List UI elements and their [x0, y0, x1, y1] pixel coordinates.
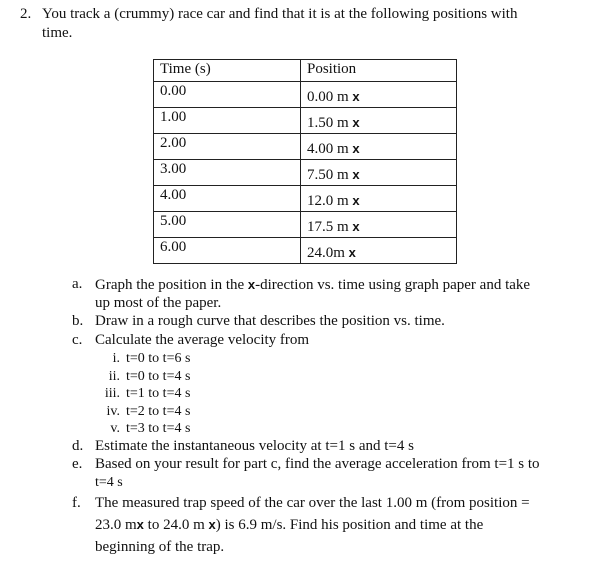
table-row	[154, 212, 457, 238]
table-header-row	[154, 60, 457, 82]
part-f: f. The measured trap speed of the car over the last 1.00 m (from position = 23.0 mx to 24.0 m x) is 6.9 m/s. Find his position and time at the beginning of the trap.	[72, 492, 587, 558]
position-time-table	[153, 59, 457, 264]
list-item: ii. t=0 to t=4 s	[108, 368, 191, 384]
part-d	[72, 438, 587, 456]
part-label: d.	[72, 437, 84, 454]
time-cell: 0.00	[154, 82, 301, 108]
part-text: Draw in a rough curve that describes the position vs. time.	[95, 313, 445, 329]
table-row	[154, 186, 457, 212]
table-row	[154, 160, 457, 186]
time-cell: 6.00	[154, 238, 301, 264]
position-cell: 0.00 m x	[301, 82, 457, 108]
sub-questions	[72, 276, 587, 559]
problem-statement	[20, 5, 595, 43]
problem-number: 2.	[20, 6, 32, 22]
part-b	[72, 313, 587, 331]
table-row	[154, 134, 457, 160]
position-cell: 7.50 m x	[301, 160, 457, 186]
time-cell: 3.00	[154, 160, 301, 186]
position-cell: 1.50 m x	[301, 108, 457, 134]
list-item: v. t=3 to t=4 s	[110, 421, 191, 436]
time-cell: 5.00	[154, 212, 301, 238]
time-cell: 4.00	[154, 186, 301, 212]
list-item: iv. t=2 to t=4 s	[106, 403, 191, 419]
problem-text-line1: You track a (crummy) race car and find that it is at the following positions with	[42, 6, 518, 22]
part-a: a. Graph the position in the x-direction vs. time using graph paper and take up most of the paper.	[72, 276, 531, 311]
header-position: Position	[301, 60, 457, 82]
part-label: b.	[72, 313, 84, 329]
part-c-subitems	[100, 350, 587, 438]
position-cell: 24.0m x	[301, 238, 457, 264]
part-label: a.	[72, 276, 83, 292]
part-text: Calculate the average velocity from	[95, 331, 310, 348]
part-text: Estimate the instantaneous velocity at t=1 s and t=4 s	[95, 437, 414, 454]
table-row	[154, 82, 457, 108]
table-row	[154, 108, 457, 134]
part-label: e.	[72, 456, 83, 472]
position-cell: 4.00 m x	[301, 134, 457, 160]
part-label: f.	[72, 495, 81, 511]
list-item: iii. t=1 to t=4 s	[104, 386, 191, 401]
header-time: Time (s)	[154, 60, 301, 82]
part-c	[72, 332, 587, 350]
list-item: i. t=0 to t=6 s	[112, 351, 191, 366]
part-e: e. Based on your result for part c, find the average acceleration from t=1 s to t=4 s	[72, 456, 540, 490]
problem-text-line2: time.	[42, 25, 73, 41]
position-cell: 17.5 m x	[301, 212, 457, 238]
part-label: c.	[72, 331, 83, 348]
time-cell: 1.00	[154, 108, 301, 134]
time-cell: 2.00	[154, 134, 301, 160]
table-row	[154, 238, 457, 264]
position-cell: 12.0 m x	[301, 186, 457, 212]
